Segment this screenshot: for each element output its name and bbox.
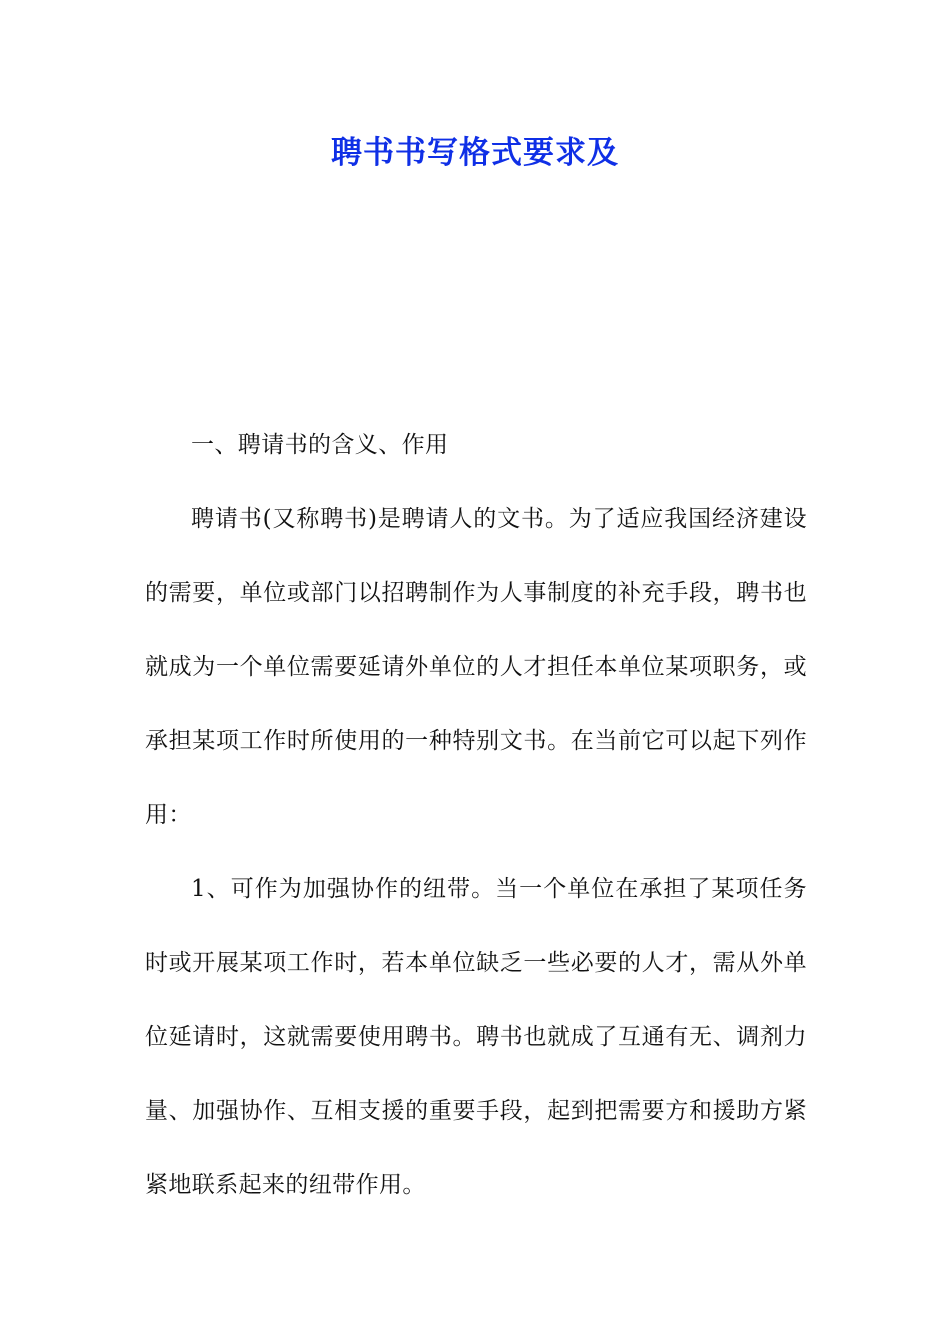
section-heading: 一、聘请书的含义、作用: [191, 432, 449, 458]
document-body: [145, 408, 807, 1222]
paragraph: 聘请书(又称聘书)是聘请人的文书。为了适应我国经济建设的需要，单位或部门以招聘制作为人事制度的补充手段，聘书也就成为一个单位需要延请外单位的人才担任本单位某项职务，或承担某项工作时所使用的一种特别文书。在当前它可以起下列作用：: [145, 506, 807, 828]
paragraph: 1、可作为加强协作的纽带。当一个单位在承担了某项任务时或开展某项工作时，若本单位缺乏一些必要的人才，需从外单位延请时，这就需要使用聘书。聘书也就成了互通有无、调剂力量、加强协作、互相支援的重要手段，起到把需要方和援助方紧紧地联系起来的纽带作用。: [145, 876, 807, 1198]
document-title: 聘书书写格式要求及: [331, 135, 619, 171]
